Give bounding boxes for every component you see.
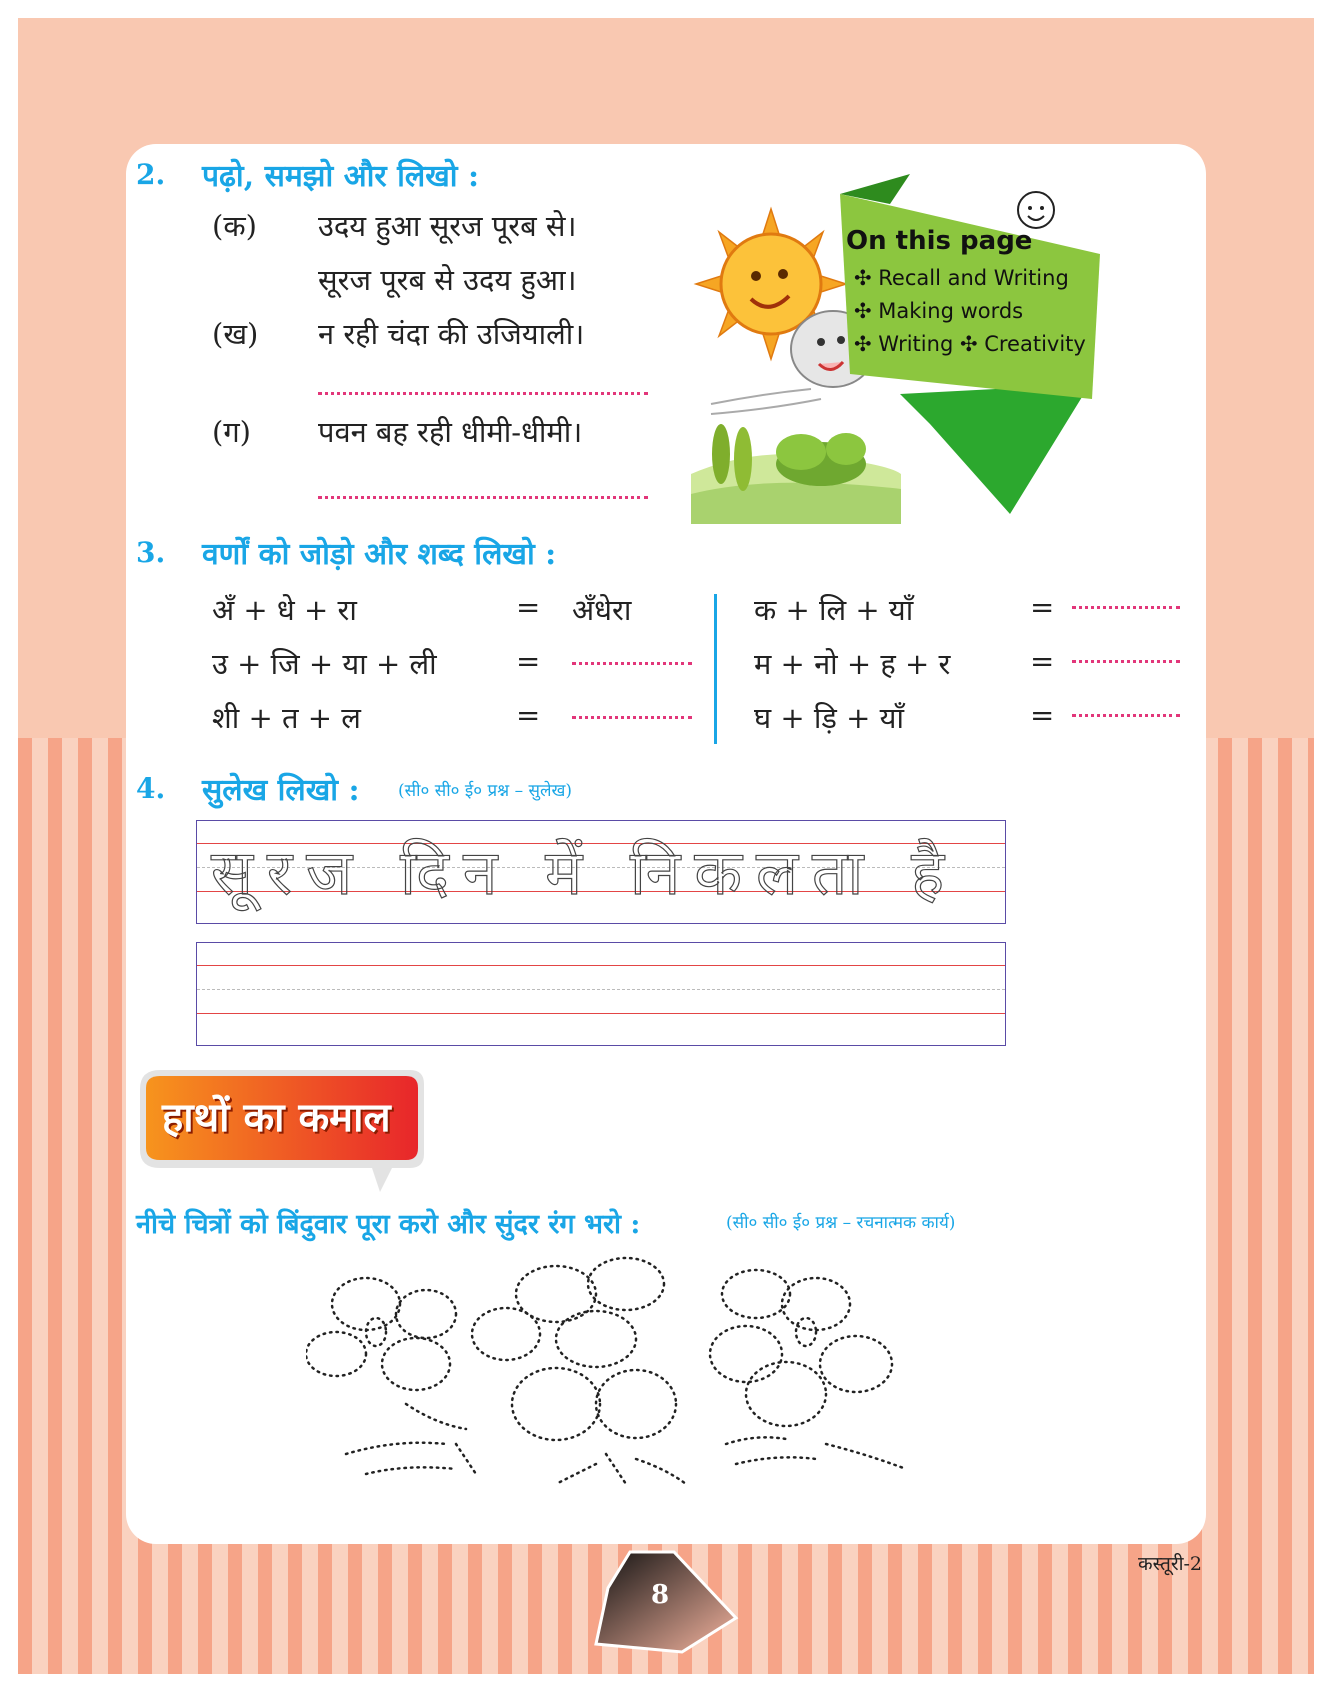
equals-sign: = <box>1030 698 1055 732</box>
q2-item-line: पवन बह रही धीमी-धीमी। <box>318 415 583 449</box>
on-this-page-item: ✣ Writing ✣ Creativity <box>854 332 1086 356</box>
q3-heading: वर्णों को जोड़ो और शब्द लिखो : <box>202 537 557 572</box>
q2-item-label: (ग) <box>212 415 251 449</box>
q4-number: 4. <box>136 772 166 805</box>
ruled-line <box>197 965 1005 966</box>
content-card <box>126 144 1206 1544</box>
q3-expression: क + लि + याँ <box>754 593 914 627</box>
activity-banner-title: हाथों का कमाल <box>162 1094 391 1141</box>
tracing-text[interactable]: सूरज दिन में निकलता है <box>211 836 959 909</box>
q3-answer: अँधेरा <box>572 593 632 627</box>
q2-item-line: उदय हुआ सूरज पूरब से। <box>318 209 577 243</box>
page-number: 8 <box>651 1580 670 1610</box>
ruled-line <box>197 1013 1005 1014</box>
q2-number: 2. <box>136 158 166 191</box>
q3-expression: उ + जि + या + ली <box>212 647 437 681</box>
activity-note: (सी० सी० ई० प्रश्न – रचनात्मक कार्य) <box>726 1213 956 1233</box>
column-divider <box>714 594 717 744</box>
q4-heading: सुलेख लिखो : <box>202 773 360 808</box>
activity-instruction: नीचे चित्रों को बिंदुवार पूरा करो और सुंदर रंग भरो : <box>136 1209 641 1240</box>
q3-expression: शी + त + ल <box>212 701 361 735</box>
on-this-page-item: ✣ Recall and Writing <box>854 266 1069 290</box>
q4-note: (सी० सी० ई० प्रश्न – सुलेख) <box>398 781 573 801</box>
equals-sign: = <box>516 698 541 732</box>
q2-heading: पढ़ो, समझो और लिखो : <box>202 159 480 194</box>
book-title: कस्तूरी-2 <box>1138 1553 1203 1575</box>
q3-expression: म + नो + ह + र <box>754 647 951 681</box>
on-this-page-title: On this page <box>846 226 1033 256</box>
q2-item-line: सूरज पूरब से उदय हुआ। <box>318 263 577 297</box>
answer-dotted-line[interactable] <box>1072 660 1180 663</box>
on-this-page-item: ✣ Making words <box>854 299 1024 323</box>
answer-dotted-line[interactable] <box>572 716 692 719</box>
answer-dotted-line[interactable] <box>572 662 692 665</box>
q3-expression: अँ + धे + रा <box>212 593 357 627</box>
answer-dotted-line[interactable] <box>318 392 648 395</box>
answer-dotted-line[interactable] <box>318 496 648 499</box>
ruled-line <box>197 989 1005 990</box>
equals-sign: = <box>1030 644 1055 678</box>
answer-dotted-line[interactable] <box>1072 714 1180 717</box>
answer-dotted-line[interactable] <box>1072 606 1180 609</box>
equals-sign: = <box>516 590 541 624</box>
writing-box[interactable] <box>196 942 1006 1046</box>
q2-item-label: (क) <box>212 209 257 243</box>
q3-expression: घ + ड़ि + याँ <box>754 701 904 735</box>
q2-item-label: (ख) <box>212 317 259 351</box>
q2-item-line: न रही चंदा की उजियाली। <box>318 317 585 351</box>
equals-sign: = <box>516 644 541 678</box>
q3-number: 3. <box>136 536 166 569</box>
tracing-box <box>196 820 1006 924</box>
dotted-flower-drawing[interactable] <box>306 1254 966 1494</box>
equals-sign: = <box>1030 590 1055 624</box>
